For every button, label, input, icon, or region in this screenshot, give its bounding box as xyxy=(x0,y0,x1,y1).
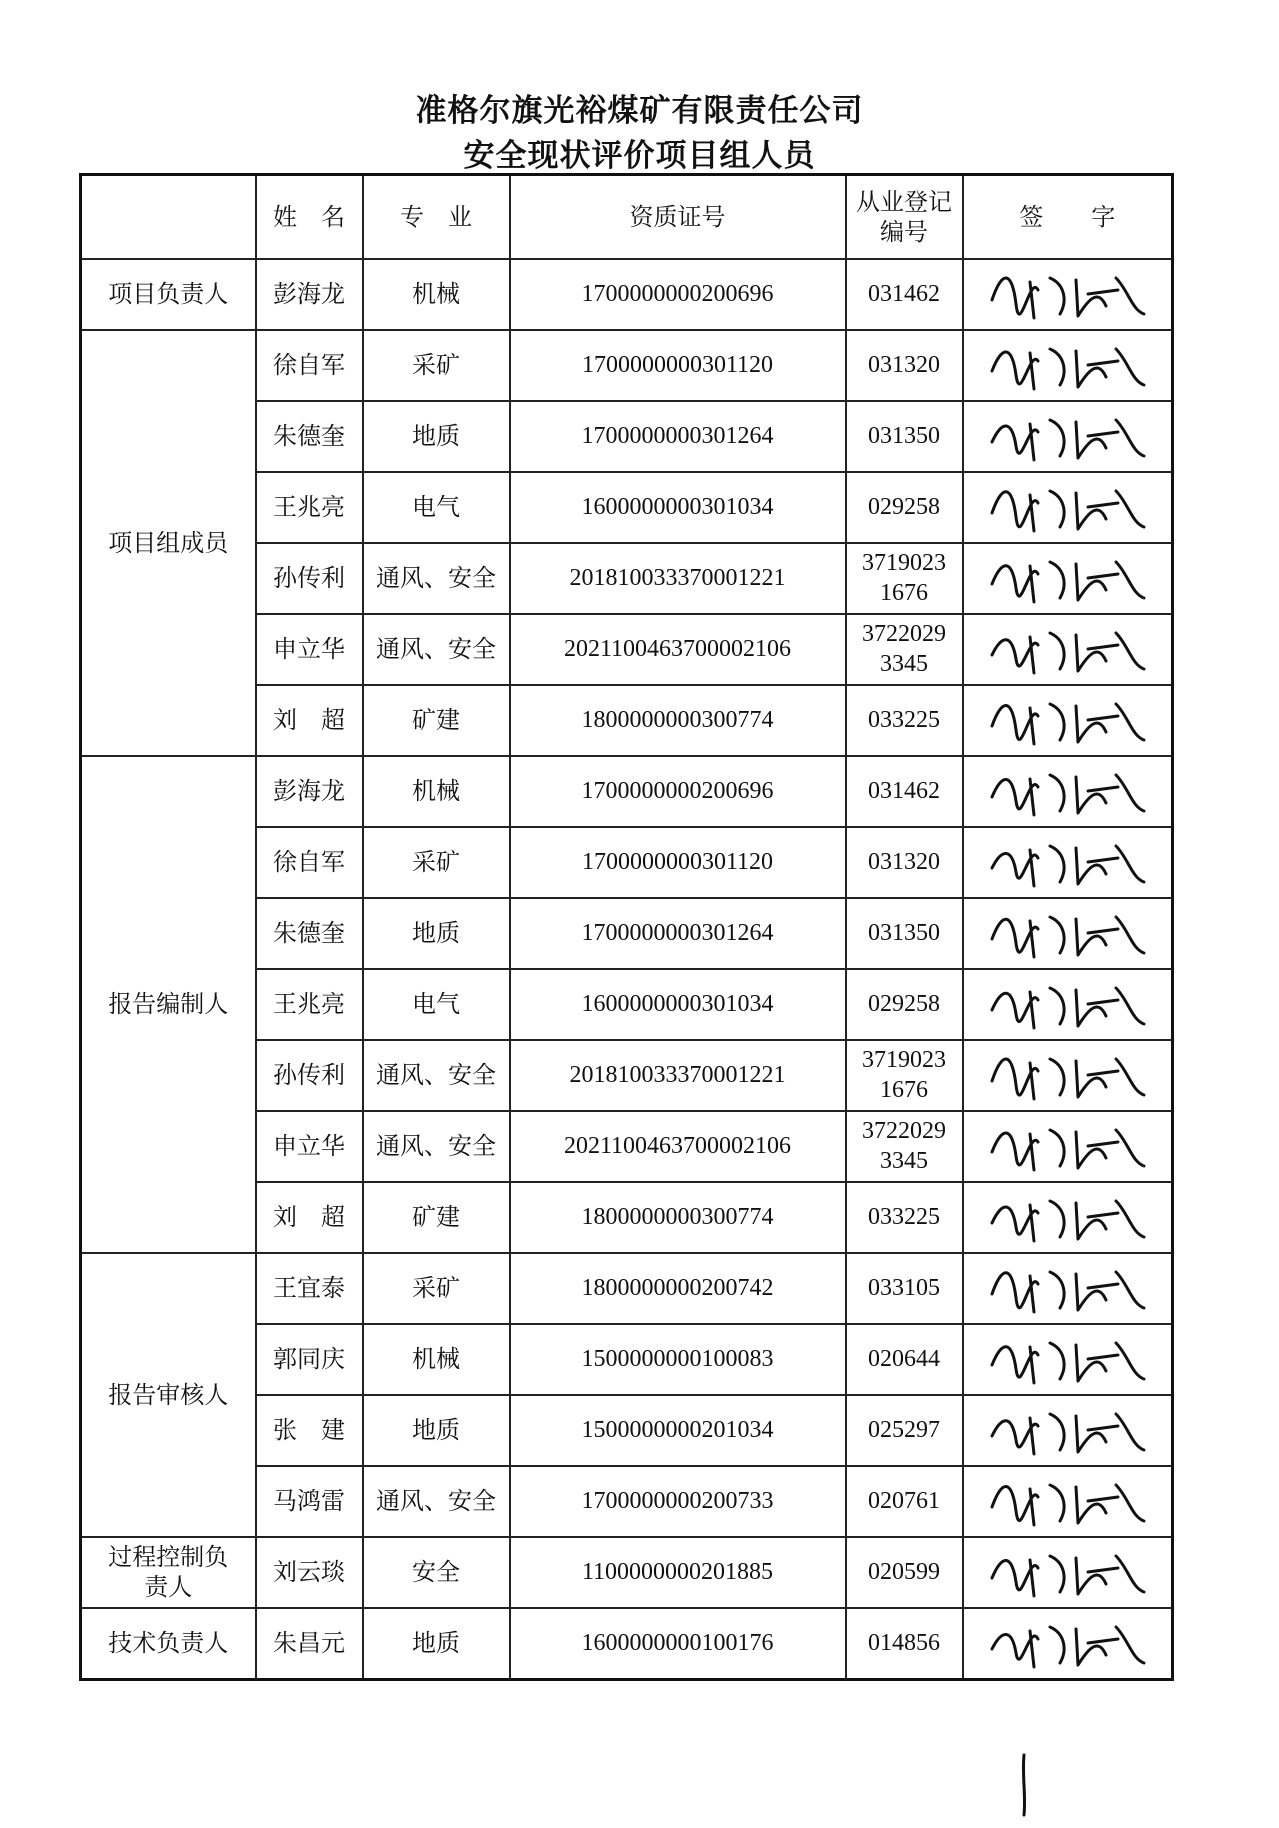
header-reg: 从业登记 编号 xyxy=(846,175,963,259)
name-cell: 王宜泰 xyxy=(256,1253,363,1324)
cert-cell: 1700000000200733 xyxy=(510,1466,846,1537)
table-body xyxy=(81,259,1173,1680)
signature-cell xyxy=(963,827,1173,898)
document-title: 准格尔旗光裕煤矿有限责任公司 xyxy=(415,93,864,129)
signature-cell xyxy=(963,756,1173,827)
document-subtitle: 安全现状评价项目组人员 xyxy=(463,138,816,174)
name-cell: 彭海龙 xyxy=(256,756,363,827)
name-cell: 朱德奎 xyxy=(256,401,363,472)
signature-cell xyxy=(963,1040,1173,1111)
role-cell: 报告审核人 xyxy=(81,1253,256,1537)
reg-cell: 3722029 3345 xyxy=(846,1111,963,1182)
signature-scribble xyxy=(968,686,1173,755)
major-cell: 电气 xyxy=(363,969,510,1040)
cert-cell: 1700000000301264 xyxy=(510,898,846,969)
major-cell: 地质 xyxy=(363,401,510,472)
reg-cell: 031462 xyxy=(846,259,963,330)
signature-scribble xyxy=(968,402,1173,471)
major-cell: 采矿 xyxy=(363,827,510,898)
header-major: 专 业 xyxy=(363,175,510,259)
name-cell: 孙传利 xyxy=(256,1040,363,1111)
cert-cell: 1700000000301120 xyxy=(510,827,846,898)
signature-scribble xyxy=(968,544,1173,613)
header-sign: 签 字 xyxy=(963,175,1173,259)
name-cell: 申立华 xyxy=(256,1111,363,1182)
major-cell: 地质 xyxy=(363,1608,510,1680)
reg-cell: 033105 xyxy=(846,1253,963,1324)
name-cell: 孙传利 xyxy=(256,543,363,614)
reg-cell: 031320 xyxy=(846,827,963,898)
reg-cell: 029258 xyxy=(846,969,963,1040)
cert-cell: 1700000000301264 xyxy=(510,401,846,472)
signature-scribble xyxy=(968,1325,1173,1394)
table-row xyxy=(81,1537,1173,1608)
signature-cell xyxy=(963,259,1173,330)
personnel-table xyxy=(79,173,1174,1681)
major-cell: 机械 xyxy=(363,756,510,827)
name-cell: 王兆亮 xyxy=(256,472,363,543)
table-row xyxy=(81,1253,1173,1324)
major-cell: 地质 xyxy=(363,898,510,969)
header-name: 姓 名 xyxy=(256,175,363,259)
cert-cell: 2021100463700002106 xyxy=(510,1111,846,1182)
reg-cell: 020644 xyxy=(846,1324,963,1395)
signature-cell xyxy=(963,330,1173,401)
table-row xyxy=(81,1608,1173,1680)
reg-cell: 031350 xyxy=(846,898,963,969)
reg-cell: 3722029 3345 xyxy=(846,614,963,685)
signature-scribble xyxy=(968,1183,1173,1252)
reg-cell: 033225 xyxy=(846,685,963,756)
signature-cell xyxy=(963,1395,1173,1466)
cert-cell: 1700000000200696 xyxy=(510,756,846,827)
name-cell: 张 建 xyxy=(256,1395,363,1466)
name-cell: 马鸿雷 xyxy=(256,1466,363,1537)
role-cell: 项目负责人 xyxy=(81,259,256,330)
table-row xyxy=(81,259,1173,330)
table-row xyxy=(81,330,1173,401)
signature-scribble xyxy=(968,1254,1173,1323)
signature-cell xyxy=(963,1111,1173,1182)
reg-cell: 031350 xyxy=(846,401,963,472)
name-cell: 徐自军 xyxy=(256,827,363,898)
signature-cell xyxy=(963,898,1173,969)
name-cell: 刘云琰 xyxy=(256,1537,363,1608)
signature-cell xyxy=(963,1466,1173,1537)
major-cell: 电气 xyxy=(363,472,510,543)
header-role xyxy=(81,175,256,259)
signature-scribble xyxy=(968,1041,1173,1110)
reg-cell: 031462 xyxy=(846,756,963,827)
cert-cell: 1600000000301034 xyxy=(510,969,846,1040)
header-row xyxy=(81,175,1173,259)
major-cell: 矿建 xyxy=(363,1182,510,1253)
signature-scribble xyxy=(968,615,1173,684)
signature-cell xyxy=(963,1182,1173,1253)
name-cell: 徐自军 xyxy=(256,330,363,401)
reg-cell: 033225 xyxy=(846,1182,963,1253)
reg-cell: 3719023 1676 xyxy=(846,1040,963,1111)
major-cell: 采矿 xyxy=(363,1253,510,1324)
cert-cell: 1600000000301034 xyxy=(510,472,846,543)
signature-scribble xyxy=(968,1112,1173,1181)
name-cell: 申立华 xyxy=(256,614,363,685)
cert-cell: 1500000000100083 xyxy=(510,1324,846,1395)
signature-scribble xyxy=(968,1538,1173,1607)
reg-cell: 020761 xyxy=(846,1466,963,1537)
signature-cell xyxy=(963,543,1173,614)
name-cell: 朱昌元 xyxy=(256,1608,363,1680)
reg-cell: 025297 xyxy=(846,1395,963,1466)
major-cell: 通风、安全 xyxy=(363,614,510,685)
name-cell: 朱德奎 xyxy=(256,898,363,969)
table-row xyxy=(81,756,1173,827)
signature-scribble xyxy=(968,1467,1173,1536)
major-cell: 地质 xyxy=(363,1395,510,1466)
signature-scribble xyxy=(968,473,1173,542)
role-cell: 报告编制人 xyxy=(81,756,256,1253)
name-cell: 刘 超 xyxy=(256,685,363,756)
name-cell: 郭同庆 xyxy=(256,1324,363,1395)
cert-cell: 1700000000301120 xyxy=(510,330,846,401)
role-cell: 项目组成员 xyxy=(81,330,256,756)
signature-scribble xyxy=(968,1396,1173,1465)
signature-scribble xyxy=(968,1609,1173,1678)
role-cell: 技术负责人 xyxy=(81,1608,256,1680)
signature-scribble xyxy=(968,828,1173,897)
signature-scribble xyxy=(968,757,1173,826)
major-cell: 通风、安全 xyxy=(363,1111,510,1182)
cert-cell: 2021100463700002106 xyxy=(510,614,846,685)
major-cell: 安全 xyxy=(363,1537,510,1608)
signature-cell xyxy=(963,1253,1173,1324)
table-header xyxy=(81,175,1173,259)
cert-cell: 1600000000100176 xyxy=(510,1608,846,1680)
role-cell: 过程控制负 责人 xyxy=(81,1537,256,1608)
cert-cell: 1800000000300774 xyxy=(510,685,846,756)
cert-cell: 1100000000201885 xyxy=(510,1537,846,1608)
major-cell: 机械 xyxy=(363,1324,510,1395)
cert-cell: 1700000000200696 xyxy=(510,259,846,330)
signature-scribble xyxy=(968,260,1173,329)
name-cell: 王兆亮 xyxy=(256,969,363,1040)
cert-cell: 201810033370001221 xyxy=(510,1040,846,1111)
reg-cell: 031320 xyxy=(846,330,963,401)
cert-cell: 1800000000300774 xyxy=(510,1182,846,1253)
cert-cell: 201810033370001221 xyxy=(510,543,846,614)
signature-cell xyxy=(963,1324,1173,1395)
signature-cell xyxy=(963,685,1173,756)
cert-cell: 1500000000201034 xyxy=(510,1395,846,1466)
major-cell: 通风、安全 xyxy=(363,543,510,614)
signature-cell xyxy=(963,1608,1173,1680)
major-cell: 通风、安全 xyxy=(363,1040,510,1111)
signature-cell xyxy=(963,472,1173,543)
name-cell: 刘 超 xyxy=(256,1182,363,1253)
cert-cell: 1800000000200742 xyxy=(510,1253,846,1324)
signature-scribble xyxy=(968,899,1173,968)
signature-scribble xyxy=(968,331,1173,400)
reg-cell: 020599 xyxy=(846,1537,963,1608)
signature-cell xyxy=(963,1537,1173,1608)
signature-cell xyxy=(963,614,1173,685)
major-cell: 采矿 xyxy=(363,330,510,401)
name-cell: 彭海龙 xyxy=(256,259,363,330)
signature-cell xyxy=(963,401,1173,472)
major-cell: 矿建 xyxy=(363,685,510,756)
signature-cell xyxy=(963,969,1173,1040)
reg-cell: 3719023 1676 xyxy=(846,543,963,614)
header-cert: 资质证号 xyxy=(510,175,846,259)
reg-cell: 014856 xyxy=(846,1608,963,1680)
signature-scribble xyxy=(968,970,1173,1039)
major-cell: 机械 xyxy=(363,259,510,330)
reg-cell: 029258 xyxy=(846,472,963,543)
major-cell: 通风、安全 xyxy=(363,1466,510,1537)
